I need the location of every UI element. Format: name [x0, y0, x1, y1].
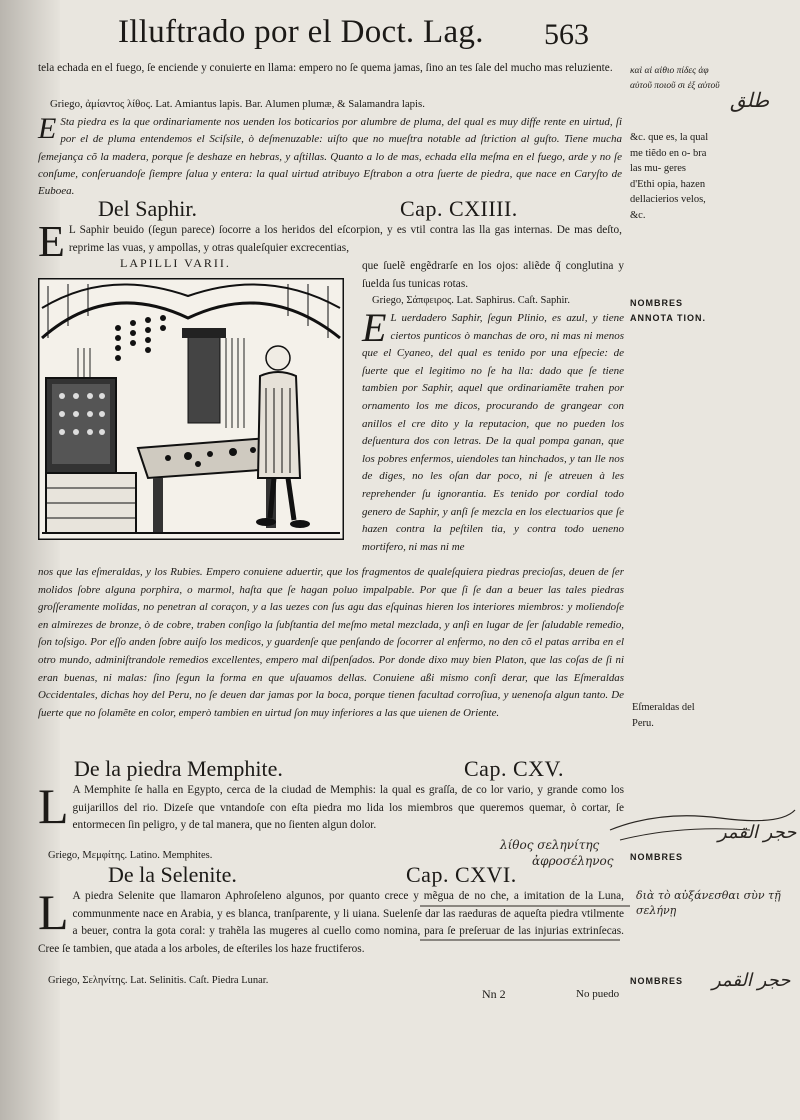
intro-text: tela echada en el fuego, ſe enciende y conuierte en llama: empero no ſe quema jamas, ſino an tes ſale del mucho mas reluziente. — [38, 62, 613, 74]
underline-strokes — [420, 890, 640, 960]
intro-comment — [38, 114, 622, 200]
saphir-comment-right — [362, 305, 624, 556]
saphir-names: Griego, Σάπφειρος. Lat. Saphirus. Caſt. Saphir. — [372, 295, 570, 306]
margin-nombres-1: NOMBRES — [630, 298, 684, 308]
woodcut-illustration — [38, 278, 344, 540]
margin-annotation: ANNOTA TION. — [630, 313, 706, 323]
handwritten-arabic-1: طلق — [730, 88, 770, 112]
saphir-comment-full: nos que las eſmeraldas, y los Rubies. Empero conuiene aduertir, que los fragmentos de qualeſquiera piedras precioſas, deuen de ſer molidos ſobre alguna porphira, o marmol, haſta que ſe hagan poluo impalpable. Por que ſi ſe dan a beuer las tales piedras groſſeramente molidas, no penetran al coraçon, y a las uezes con ſus agu das eſquinas hieren los interiores miembros: y moliendoſe en almirezes de bronze, ò de cobre, traben conſigo la ſubſtantia del meſmo metal mezclada, y anſi en lugar de ſer ſaludable remedio, ſon toſsigo. Por eſſo anden ſobre auiſo los medicos, y guardenſe que penſando de ſocorrer al enfermo, no den cõ el patas arriba en el otro mundo, adminiſtrandole remedios excellentes, empero mal diſpenſados. Por donde dixo muy bien Platon, que las coſas de ſi ni eran buenas, ni malas: ſino ſegun la forma en que uſauamos dellas. Conuiene aßi mismo conſi derar, que las Eſmeraldas Occidentales, dichas hoy del Peru, no ſe deuen dar jamas por la boca, porque tienen facultad corroſiua, y uenenoſa algun tanto. De ſuerte que no ſolamẽte en color, emperò tambien en uirtud ſon muy inferiores a las que uienen de Oriente. — [38, 566, 624, 719]
memphite-text-body: A Memphite ſe halla en Egypto, cerca de la ciudad de Memphis: la qual es graſſa, de co lor vario, y grande como los guijarillos del rio. Dizeſe que vntandoſe con eſta piedra mo lida los miembros que queremos quemar, ò cortar, ſe entormecen ſin peligro, y de tal manera, que no ſienten algun dolor. — [72, 784, 624, 832]
chapter-number-saphir: Cap. CXIIII. — [400, 196, 518, 221]
section-heading-memphite: De la piedra Memphite. — [74, 756, 283, 781]
signature-mark: Nn 2 — [482, 987, 506, 1001]
handwritten-pointer-lines — [600, 800, 800, 860]
selenite-names: Griego, Σεληνίτης. Lat. Selinitis. Caſt. Piedra Lunar. — [48, 975, 269, 986]
section-heading-selenite: De la Selenite. — [108, 862, 237, 887]
drop-initial: E — [38, 217, 65, 266]
margin-nombres-3: NOMBRES — [630, 976, 684, 986]
margin-esmeraldas: Eſmeraldas del Peru. — [632, 702, 695, 729]
chapter-number-memphite: Cap. CXV. — [464, 756, 565, 781]
figure-caption: LAPILLI VARII. — [120, 256, 231, 270]
drop-initial: L — [38, 884, 69, 940]
handwritten-greek-1: λίθος σεληνίτης — [500, 838, 600, 852]
handwritten-arabic-2: حجر القمر — [718, 822, 797, 843]
handwritten-greek-2: ἀφροσέληνος — [532, 854, 614, 868]
memphite-names: Griego, Μεμφίτης. Latino. Memphites. — [48, 850, 213, 861]
margin-note: &c. que es, la qual me tiẽdo en o- bra las mu- geres d'Ethi opia, hazen dellacierios velos, &c. — [630, 132, 709, 221]
chapter-number-selenite: Cap. CXVI. — [406, 862, 517, 887]
drop-initial: E — [362, 305, 387, 350]
intro-names: Griego, ἀμίαντος λίθος. Lat. Amiantus lapis. Bar. Alumen plumæ, & Salamandra lapis. — [50, 98, 425, 110]
handwritten-arabic-3: حجر القمر — [712, 970, 791, 991]
selenite-text-body: A piedra Selenite que llamaron Aphroſeleno algunos, por quanto crece y mẽgua de no che, a imitation de la Luna, communmente nace en Arabia, y es blanca, tranſparente, y li uiana. Suelenſe dar las raeduras de aqueſta piedra vtilmente a beuer, contra la gota coral: y trahẽla las mugeres al cuello como nomina, para ſe preſeruar de las injurias extrinſecas. Cree ſe tambien, que atada a los arboles, de eſteriles los haze fructiferos. — [38, 890, 624, 956]
section-heading-saphir: Del Saphir. — [98, 196, 197, 221]
handwritten-greek-3: διὰ τὸ αὐξάνεσθαι σὺν τῇ σελήνῃ — [636, 889, 781, 917]
drop-initial: E — [38, 112, 57, 145]
memphite-text — [38, 778, 624, 835]
saphir-text-top-body: L Saphir beuido (ſegun parece) ſocorre a los heridos del eſcorpion, y es vtil contra las lla gas internas. De mas deſto, reprime las vuas, y ampollas, y otras qualeſquier excrecentias, — [68, 224, 622, 254]
drop-initial: L — [38, 778, 69, 834]
margin-nombres-2: NOMBRES — [630, 852, 684, 862]
saphir-text-right: que ſuelẽ engẽdrarſe en los ojos: aliẽde q̃ conglutina y ſuelda ſus tunicas rotas. — [362, 260, 624, 290]
saphir-comment-right-text: L uerdadero Saphir, ſegun Plinio, es azul, y tiene ciertos punticos ò manchas de oro, ni mas ni menos que el Cyaneo, del qual es tenido por una eſpecie: de ſuerte que el legitimo no ſe ha lla: dado que ſe tiene tambien por Saphir, aquel que ordinariamẽte trahen por ornamento los me dicos, procurando de grangear con anillos el cre dito y la reputacion, que no pueden los deſuentura dos con letras. De la qual pompa ganan, que los pobres enfermos, uiendoles tan hinchados, y tan lle nos de diges, no les oſan dar poco, ni ſe atreuen à les reprehender ſu ignorantia. Es tenido por cordial todo genero de Saphir, y anſi ſe mezcla en los electuarios que ſe hazen contra la peſtilen tia, y contra todo ueneno mortifero, ni mas ni me — [362, 312, 624, 553]
intro-comment-text: Sta piedra es la que ordinariamente nos uenden los boticarios por alumbre de pluma, del qual es muy diffe rente en uirtud, ſi por el de pluma entendemos el Sciſsile, ò deſmenuzable: uiſto que no mueſtra notable ad ſtriction al guſto. Tiene mucha ſemejança cõ la madera, porque ſe deshaze en hebras, y aſtillas. Quanto a lo de mas, echada ella meſma en el fuego, arde y no ſe conſume, conſeruandoſe ſiempre ſalua y entera: la qual uirtud atribuyo Eſtrabon a otra ſuerte de piedra, que nace en Caryſto de Euboea. — [38, 116, 622, 198]
margin-greek-note: καὶ αἱ αἰθιο πίδες ἀφ αὐτοῦ ποιοῦ σι ἐξ αὐτοῦ — [630, 66, 720, 91]
catchword: No puedo — [576, 988, 620, 1000]
page-number: 563 — [544, 18, 589, 51]
running-title: Illuftrado por el Doct. Lag. — [118, 14, 484, 50]
